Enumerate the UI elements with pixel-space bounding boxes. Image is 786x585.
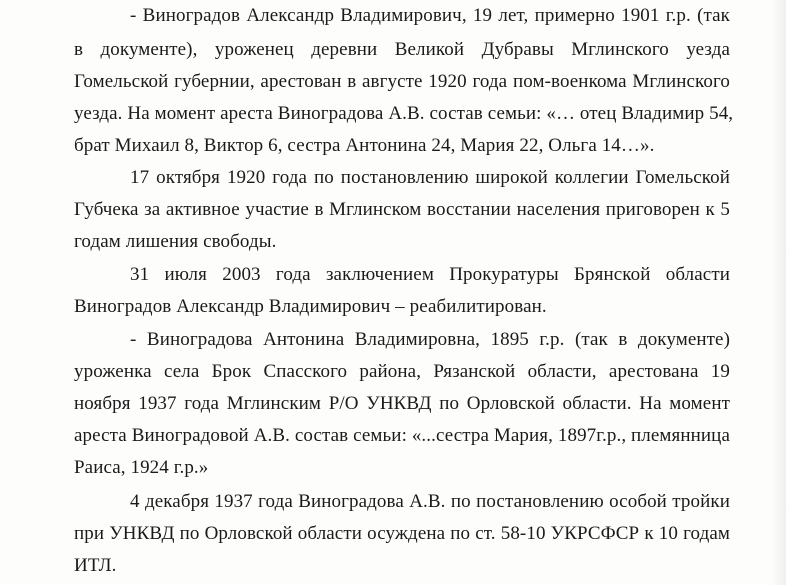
text-line-16: 4 декабря 1937 года Виноградова А.В. по постановлению особой тройки [130, 491, 730, 512]
text-line-12: уроженка села Брок Спасского района, Рязанской области, арестована 19 [74, 361, 730, 382]
text-line-3: Гомельской губернии, арестован в августе 1920 года пом-военкома Мглинского [74, 71, 730, 92]
text-line-6: 17 октября 1920 года по постановлению широкой коллегии Гомельской [130, 167, 730, 188]
text-line-1: - Виноградов Александр Владимирович, 19 лет, примерно 1901 г.р. (так [130, 5, 730, 26]
text-line-10: Виноградов Александр Владимирович – реабилитирован. [74, 296, 547, 317]
page-edge-shadow [772, 0, 786, 585]
text-line-15: Раиса, 1924 г.р.» [74, 457, 209, 478]
text-line-9: 31 июля 2003 года заключением Прокуратуры Брянской области [130, 264, 730, 285]
text-line-18: ИТЛ. [74, 555, 117, 576]
text-line-13: ноября 1937 года Мглинским Р/О УНКВД по Орловской области. На момент [74, 393, 730, 414]
text-line-11: - Виноградова Антонина Владимировна, 1895 г.р. (так в документе) [130, 329, 730, 350]
text-line-2: в документе), уроженец деревни Великой Дубравы Мглинского уезда [74, 39, 730, 60]
text-line-7: Губчека за активное участие в Мглинском восстании населения приговорен к 5 [74, 199, 730, 220]
text-line-8: годам лишения свободы. [74, 231, 277, 252]
text-line-14: ареста Виноградовой А.В. состав семьи: «...сестра Мария, 1897г.р., племянница [74, 425, 730, 446]
text-line-17: при УНКВД по Орловской области осуждена по ст. 58-10 УКРСФСР к 10 годам [74, 523, 730, 544]
text-line-4: уезда. На момент ареста Виноградова А.В. состав семьи: «… отец Владимир 54, [74, 103, 734, 124]
text-line-5: брат Михаил 8, Виктор 6, сестра Антонина 24, Мария 22, Ольга 14…». [74, 135, 655, 156]
